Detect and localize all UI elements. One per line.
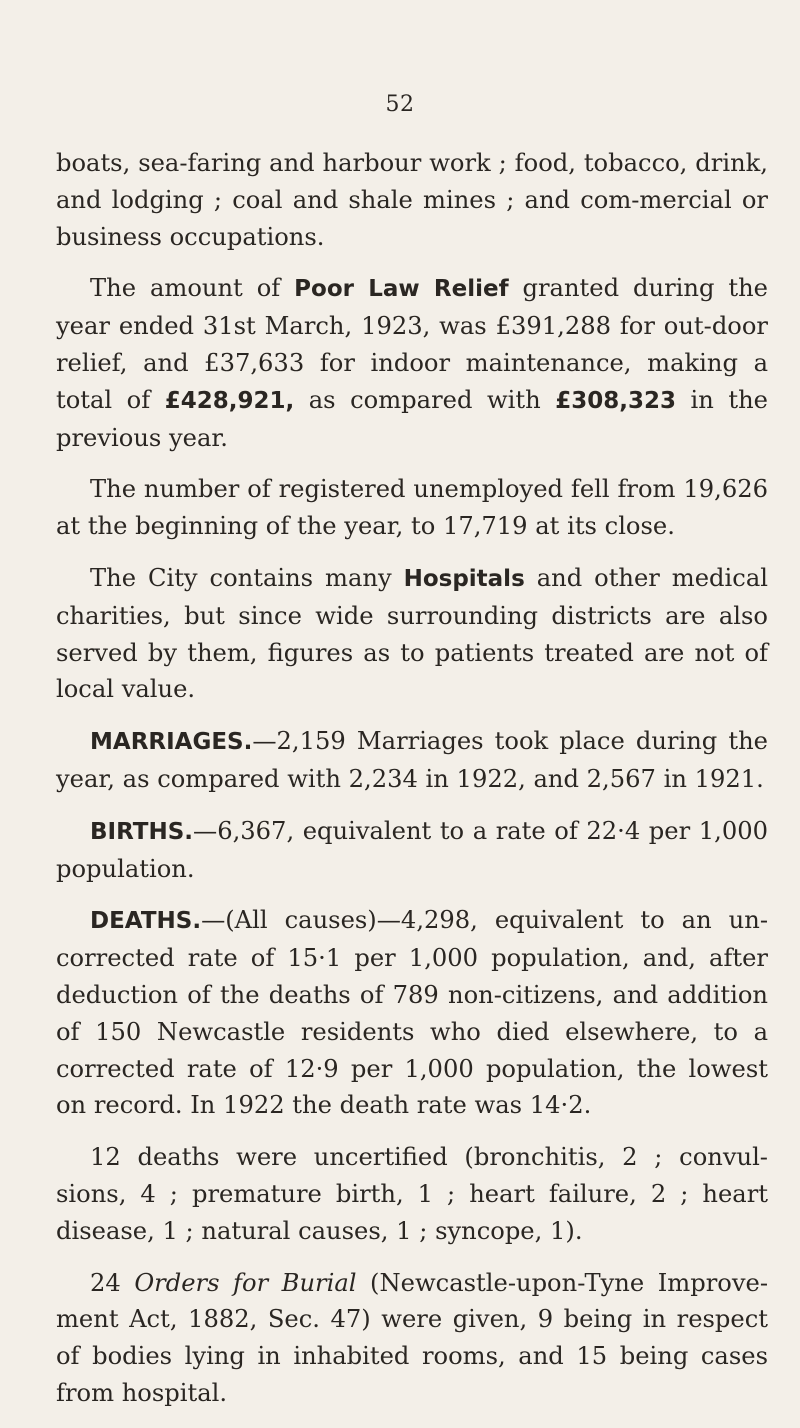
body-text	[56, 145, 768, 1412]
total-relief-amount: £428,921,	[164, 387, 295, 414]
heading-marriages: MARRIAGES.	[90, 729, 253, 756]
heading-poor-law-relief: Poor Law Relief	[294, 276, 509, 303]
paragraph-text: and other medical charities, but since wide surrounding districts are also served by them, figures as to patients treated are not of local value.	[56, 563, 768, 704]
paragraph-text: boats, sea-faring and harbour work ; food, tobacco, drink, and lodging ; coal and shale mines ; and com-mercial or business occupations.	[56, 149, 768, 251]
paragraph-text: in the previous year.	[56, 385, 768, 452]
paragraph-orders-for-burial	[56, 1265, 768, 1412]
heading-deaths: DEATHS.	[90, 908, 202, 935]
paragraph-text: —(All causes)—4,298, equivalent to an un-corrected rate of 15·1 per 1,000 population, and, after deduction of the deaths of 789 non-citizens, and addition of 150 Newcastle residents who died elsewhere, to a corrected rate of 12·9 per 1,000 population, the lowest on record. In 1922 the death rate was 14·2.	[56, 906, 768, 1120]
paragraph-deaths	[56, 902, 768, 1124]
previous-year-amount: £308,323	[555, 387, 676, 414]
paragraph-text: (Newcastle-upon-Tyne Improve-ment Act, 1882, Sec. 47) were given, 9 being in respect of bodies lying in inhabited rooms, and 15 being cases from hospital.	[56, 1268, 768, 1407]
paragraph-text: The number of registered unemployed fell from 19,626 at the beginning of the year, to 17,719 at its close.	[56, 475, 768, 541]
page-number: 52	[385, 92, 415, 117]
paragraph-uncertified-deaths	[56, 1139, 768, 1249]
paragraph-text: as compared with	[294, 385, 556, 414]
paragraph-text: 12 deaths were uncertified (bronchitis, 2 ; convul-sions, 4 ; premature birth, 1 ; heart failure, 2 ; heart disease, 1 ; natural causes, 1 ; syncope, 1).	[56, 1143, 768, 1245]
paragraph-occupations-continued	[56, 145, 768, 255]
paragraph-text: The amount of	[90, 274, 295, 303]
paragraph-text: The City contains many	[90, 563, 404, 592]
paragraph-text: granted during the year ended 31st March, 1923, was £391,288 for out-door relief, and £37,633 for indoor maintenance, making a total of	[56, 274, 768, 414]
paragraph-text: —6,367, equivalent to a rate of 22·4 per 1,000 population.	[56, 816, 768, 883]
paragraph-marriages	[56, 723, 768, 798]
paragraph-text: 24	[90, 1268, 135, 1297]
paragraph-births	[56, 813, 768, 888]
heading-births: BIRTHS.	[90, 818, 194, 845]
heading-hospitals: Hospitals	[403, 565, 525, 592]
paragraph-text: —2,159 Marriages took place during the year, as compared with 2,234 in 1922, and 2,567 in 1921.	[56, 727, 768, 793]
paragraph-hospitals	[56, 560, 768, 708]
paragraph-unemployed	[56, 471, 768, 545]
orders-for-burial-term: Orders for Burial	[134, 1268, 357, 1297]
paragraph-poor-law-relief	[56, 270, 768, 456]
